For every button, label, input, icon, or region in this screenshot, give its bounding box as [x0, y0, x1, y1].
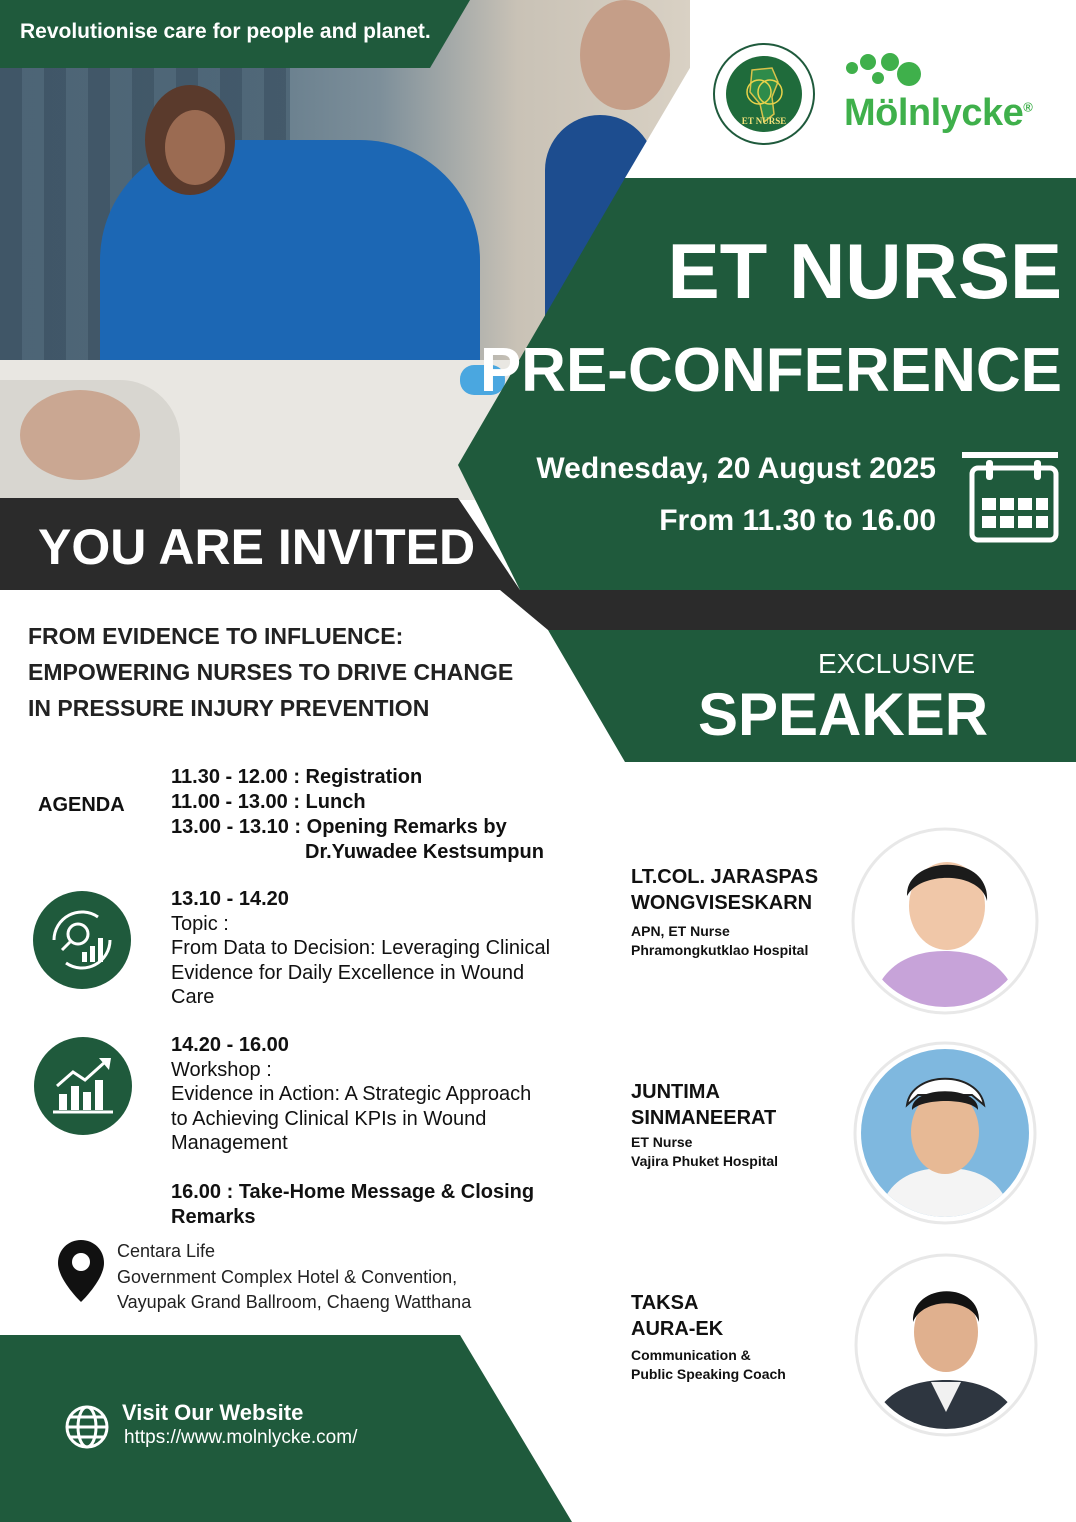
speaker-role-line-1: APN, ET Nurse [631, 923, 730, 939]
speaker-name-line-2: AURA-EK [631, 1318, 724, 1340]
session-topic-desc-2: Evidence for Daily Excellence in Wound [171, 961, 525, 984]
data-analysis-icon [32, 890, 132, 990]
agenda-item: 11.30 - 12.00 : Registration [171, 766, 423, 788]
venue-line-1: Centara Life [117, 1241, 216, 1261]
association-logo-text: ET NURSE [741, 116, 787, 126]
session-workshop-desc-1: Evidence in Action: A Strategic Approach [171, 1083, 532, 1105]
speaker-name-line-1: TAKSA [631, 1292, 699, 1314]
tagline: Revolutionise care for people and planet. [20, 20, 431, 43]
speaker-photo [852, 1040, 1038, 1226]
agenda-item-continuation: Dr.Yuwadee Kestsumpun [305, 841, 544, 863]
agenda-closing [171, 1180, 534, 1230]
session-workshop-time: 14.20 - 16.00 [171, 1034, 289, 1056]
agenda-item: 11.00 - 13.00 : Lunch [171, 791, 366, 813]
speaker-role-line-1: Communication & [631, 1347, 751, 1363]
speaker-card [631, 864, 818, 960]
brand-logo [842, 48, 1033, 134]
session-topic-desc-3: Care [171, 986, 215, 1008]
speaker-photo [850, 826, 1040, 1016]
event-date: Wednesday, 20 August 2025 [536, 452, 936, 485]
theme-line-3: IN PRESSURE INJURY PREVENTION [28, 695, 430, 721]
venue-line-3: Vayupak Grand Ballroom, Chaeng Watthana [117, 1292, 472, 1312]
speaker-role-line-2: Phramongkutklao Hospital [631, 942, 809, 958]
agenda-closing-line-2: Remarks [171, 1206, 256, 1228]
agenda-item: 13.00 - 13.10 : Opening Remarks by [171, 816, 507, 838]
agenda-label: AGENDA [38, 794, 125, 816]
brand-registered: ® [1023, 99, 1033, 115]
session-workshop [171, 1033, 591, 1156]
session-topic-kind: Topic : [171, 912, 229, 935]
calendar-icon [962, 450, 1060, 544]
session-topic [171, 887, 591, 1010]
agenda-list [171, 765, 544, 865]
brand-dots-icon [842, 48, 922, 90]
brand-name: Mölnlycke [844, 92, 1024, 134]
speaker-card [631, 1290, 786, 1384]
website-link[interactable]: https://www.molnlycke.com/ [124, 1427, 358, 1448]
invite-banner: YOU ARE INVITED [38, 519, 476, 575]
session-workshop-desc-2: to Achieving Clinical KPIs in Wound [171, 1107, 487, 1130]
speaker-name-line-1: JUNTIMA [631, 1081, 720, 1103]
title-line-1: ET NURSE [667, 227, 1062, 315]
speaker-name-line-2: WONGVISESKARN [631, 892, 813, 914]
speaker-name-line-1: LT.COL. JARASPAS [631, 866, 819, 888]
speaker-role-line-1: ET Nurse [631, 1134, 693, 1150]
session-topic-time: 13.10 - 14.20 [171, 888, 289, 910]
theme-line-2: EMPOWERING NURSES TO DRIVE CHANGE [28, 659, 514, 685]
venue [117, 1239, 471, 1316]
theme-line-1: FROM EVIDENCE TO INFLUENCE: [28, 623, 404, 649]
speaker-header-big: SPEAKER [698, 681, 989, 748]
speaker-role-line-2: Vajira Phuket Hospital [631, 1153, 779, 1169]
speaker-card [631, 1079, 778, 1171]
growth-chart-icon [33, 1036, 133, 1136]
title-line-2: PRE-CONFERENCE [479, 336, 1062, 405]
venue-line-2: Government Complex Hotel & Convention, [117, 1266, 458, 1287]
location-pin-icon [58, 1240, 104, 1302]
event-time: From 11.30 to 16.00 [659, 504, 936, 537]
association-logo [712, 42, 816, 146]
session-workshop-kind: Workshop : [171, 1058, 272, 1081]
speaker-name-line-2: SINMANEERAT [631, 1107, 777, 1129]
speaker-role-line-2: Public Speaking Coach [631, 1366, 786, 1382]
theme-heading [28, 618, 513, 726]
session-topic-desc-1: From Data to Decision: Leveraging Clinical [171, 937, 551, 959]
speaker-header-small: EXCLUSIVE [818, 648, 976, 679]
globe-icon [64, 1404, 110, 1450]
website-label: Visit Our Website [122, 1400, 304, 1425]
speaker-photo [853, 1252, 1039, 1438]
session-workshop-desc-3: Management [171, 1132, 288, 1154]
agenda-closing-line-1: 16.00 : Take-Home Message & Closing [171, 1181, 535, 1203]
